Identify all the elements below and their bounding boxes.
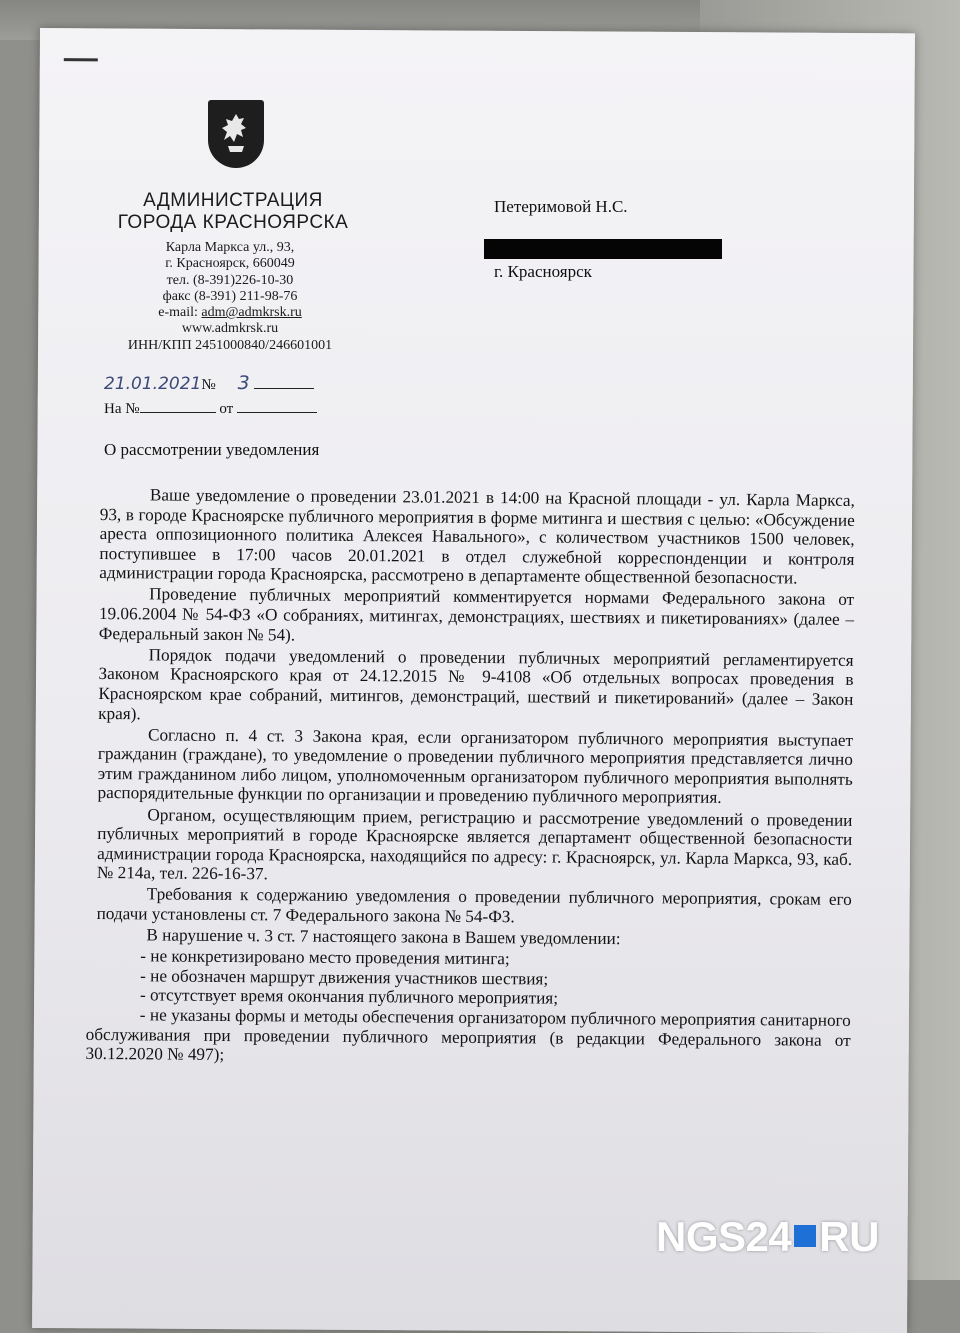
ref-prefix: На	[104, 401, 122, 417]
number-label: №	[201, 377, 216, 393]
website: www.admkrsk.ru	[181, 321, 279, 337]
list-item: - отсутствует время окончания публичного мероприятия;	[139, 985, 559, 1008]
email-address: adm@admkrsk.ru	[201, 305, 302, 321]
watermark-left: NGS24	[656, 1213, 792, 1260]
ref-date-blank	[237, 398, 317, 413]
org-line-2: ГОРОДА КРАСНОЯРСКА	[117, 212, 349, 233]
recipient-city: г. Красноярск	[494, 262, 592, 281]
letter-body	[85, 485, 855, 1070]
list-item: - не конкретизировано место проведения митинга;	[140, 946, 510, 969]
letterhead-contacts	[110, 240, 350, 354]
address: Карла Маркса ул., 93,	[165, 240, 295, 255]
paragraph-regional-law: Порядок подачи уведомлений о проведении публичных мероприятий регламентируется Законом Красноярского края от 24.12.2015 № 9-4108 «Об отдельных вопросах проведения в Красноярском крае собраний, митингов, демонстраций, шествий и пикетирований» (далее – Закон края).	[98, 645, 854, 723]
subject-line: О рассмотрении уведомления	[104, 440, 320, 459]
watermark-right: RU	[819, 1213, 879, 1260]
handwritten-number: 3	[237, 372, 250, 394]
org-line-1: АДМИНИСТРАЦИЯ	[143, 190, 323, 211]
list-item: - не указаны формы и методы обеспечения организатором публичного мероприятия санитарного обслуживания при проведении публичного мероприятия (в редакции Федерального закона от 30.12.2020 № 497);	[85, 1005, 851, 1065]
paragraph-submission-rule: Согласно п. 4 ст. 3 Закона края, если организатором публичного мероприятия выступает гражданин (граждане), то уведомление о проведении публичного мероприятия представляется лично этим гражданином либо лицом, уполномоченным организатором публичного мероприятия выполнять распорядительные функции по организации и проведению публичного мероприятия.	[97, 725, 854, 808]
ngs24-watermark-logo	[656, 1213, 879, 1261]
list-item: - не обозначен маршрут движения участников шествия;	[140, 966, 549, 989]
coat-of-arms-icon	[208, 100, 264, 168]
recipient-name: Петеримовой Н.С.	[494, 197, 628, 216]
phone: тел. (8-391)226-10-30	[166, 272, 294, 288]
violations-list	[85, 946, 851, 1069]
redacted-address	[484, 239, 722, 259]
email-prefix: e-mail:	[158, 305, 198, 321]
ref-number-label: №	[125, 401, 140, 417]
handwritten-date: 21.01.2021	[104, 374, 202, 394]
organization-name	[108, 190, 358, 234]
paragraph-requirements: Требования к содержанию уведомления о проведении публичного мероприятия, срокам его подачи установлены ст. 7 Федерального закона № 54-ФЗ.	[96, 884, 852, 927]
reference-line	[104, 398, 317, 418]
paragraph-notification: Ваше уведомление о проведении 23.01.2021 в 14:00 на Красной площади - ул. Карла Маркса, 93, в городе Красноярске публичного мероприятия в форме митинга и шествия с целью: «Обсуждение ареста оппозиционного политика Алексея Навального», с количеством участников 1500 человек, поступившее в 17:00 часов 20.01.2021 в отдел служебной корреспонденции и контроля администрации города Красноярска, рассмотрено в департаменте общественной безопасности.	[99, 485, 855, 588]
watermark-square-icon	[794, 1225, 816, 1247]
fax: факс (8-391) 211-98-76	[162, 288, 298, 304]
email-line	[110, 305, 350, 321]
corner-mark	[64, 58, 98, 61]
city-postcode: г. Красноярск, 660049	[165, 256, 295, 272]
paragraph-violations: В нарушение ч. 3 ст. 7 настоящего закона в Вашем уведомлении:	[146, 925, 621, 949]
paragraph-federal-law: Проведение публичных мероприятий комментируется нормами Федерального закона от 19.06.2004 № 54-ФЗ «О собраниях, митингах, демонстрациях, шествиях и пикетированиях» (далее – Федеральный закон № 54).	[98, 584, 855, 645]
ref-number-blank	[140, 398, 216, 413]
inn-kpp: ИНН/КПП 2451000840/246601001	[127, 337, 333, 353]
ref-date-label: от	[219, 401, 234, 417]
registration-line	[104, 372, 314, 394]
number-blank	[254, 374, 314, 389]
paragraph-responsible-body: Органом, осуществляющим прием, регистрацию и рассмотрение уведомлений о проведении публичных мероприятий в городе Красноярске является департамент общественной безопасности администрации города Красноярска, находящийся по адресу: г. Красноярск, ул. Карла Маркса, 93, каб. № 214а, тел. 226-16-37.	[96, 804, 853, 884]
